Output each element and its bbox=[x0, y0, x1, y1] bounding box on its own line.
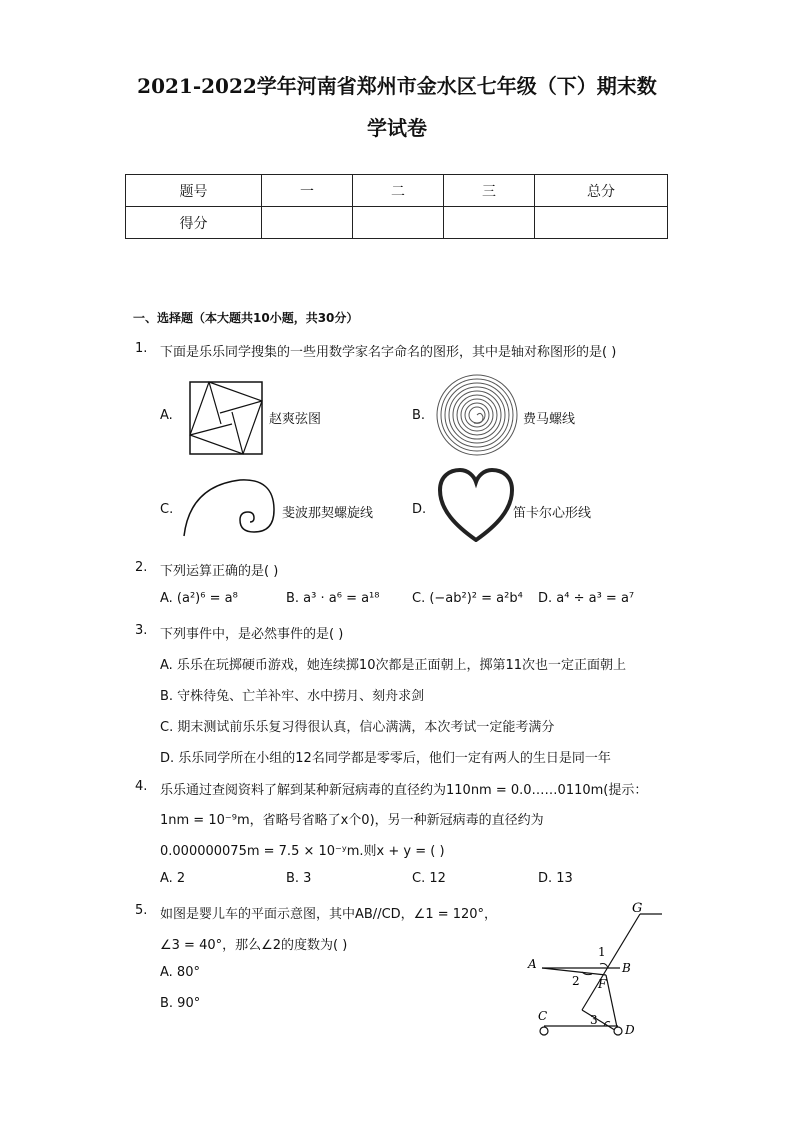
score-header-cell: 三 bbox=[444, 175, 535, 207]
score-table bbox=[125, 174, 668, 239]
angle-2-label: 2 bbox=[572, 974, 580, 988]
fibonacci-spiral-icon bbox=[178, 476, 278, 538]
question-number: 5. bbox=[135, 903, 148, 918]
option-letter: C. bbox=[160, 502, 174, 517]
score-cell bbox=[444, 207, 535, 239]
option-b: B. a³ · a⁶ = a¹⁸ bbox=[286, 591, 380, 606]
option-a: A. 2 bbox=[160, 871, 186, 886]
question-text-line3: 0.000000075m = 7.5 × 10⁻ʸm.则x + y = ( ) bbox=[160, 844, 445, 859]
question-text: 下列运算正确的是( ) bbox=[160, 564, 279, 579]
option-b: B. 90° bbox=[160, 996, 201, 1011]
option-letter: A. bbox=[160, 408, 173, 423]
option-b: B. 3 bbox=[286, 871, 312, 886]
option-d: D. a⁴ ÷ a³ = a⁷ bbox=[538, 591, 635, 606]
score-table-score-row bbox=[126, 207, 668, 239]
stroller-diagram bbox=[520, 898, 670, 1044]
label-b: B bbox=[622, 961, 631, 975]
label-d: D bbox=[625, 1023, 635, 1037]
section-heading: 一、选择题（本大题共10小题，共30分） bbox=[133, 311, 359, 325]
fermat-spiral-icon bbox=[436, 374, 518, 456]
question-text-line2: ∠3 = 40°，那么∠2的度数为( ) bbox=[160, 938, 348, 953]
score-cell bbox=[535, 207, 668, 239]
score-header-cell: 题号 bbox=[126, 175, 262, 207]
score-header-cell: 一 bbox=[262, 175, 353, 207]
label-c: C bbox=[538, 1009, 548, 1023]
score-header-cell: 总分 bbox=[535, 175, 668, 207]
option-a: A. 乐乐在玩掷硬币游戏，她连续掷10次都是正面朝上，掷第11次也一定正面朝上 bbox=[160, 658, 627, 673]
line-to-d bbox=[582, 1010, 618, 1032]
score-table-header-row bbox=[126, 175, 668, 207]
option-c: C. 期末测试前乐乐复习得很认真，信心满满，本次考试一定能考满分 bbox=[160, 720, 555, 735]
line-gd bbox=[582, 914, 640, 1010]
line-fd bbox=[606, 975, 618, 1032]
option-caption: 斐波那契螺旋线 bbox=[282, 506, 374, 521]
option-caption: 赵爽弦图 bbox=[269, 412, 322, 427]
option-d: D. 13 bbox=[538, 871, 573, 886]
option-c: C. 12 bbox=[412, 871, 446, 886]
question-text: 下列事件中，是必然事件的是( ) bbox=[160, 627, 344, 642]
option-caption: 费马螺线 bbox=[523, 412, 576, 427]
label-a: A bbox=[528, 957, 537, 971]
question-number: 3. bbox=[135, 623, 148, 638]
wheel-d bbox=[614, 1027, 622, 1035]
question-number: 4. bbox=[135, 779, 148, 794]
score-row-label: 得分 bbox=[126, 207, 262, 239]
cardioid-icon bbox=[436, 466, 516, 542]
option-a: A. (a²)⁶ = a⁸ bbox=[160, 591, 238, 606]
zhao-shuang-diagram-icon bbox=[188, 380, 264, 456]
option-b: B. 守株待兔、亡羊补牢、水中捞月、刻舟求剑 bbox=[160, 689, 425, 704]
question-text: 下面是乐乐同学搜集的一些用数学家名字命名的图形，其中是轴对称图形的是( ) bbox=[160, 345, 617, 360]
wheel-c bbox=[540, 1027, 548, 1035]
score-header-cell: 二 bbox=[353, 175, 444, 207]
option-caption: 笛卡尔心形线 bbox=[513, 506, 592, 521]
score-cell bbox=[262, 207, 353, 239]
label-f: F bbox=[598, 977, 607, 991]
question-number: 1. bbox=[135, 341, 148, 356]
option-d: D. 乐乐同学所在小组的12名同学都是零零后，他们一定有两人的生日是同一年 bbox=[160, 751, 611, 766]
question-number: 2. bbox=[135, 560, 148, 575]
exam-title-line1: 2021-2022学年河南省郑州市金水区七年级（下）期末数 bbox=[137, 74, 657, 98]
option-c: C. (−ab²)² = a²b⁴ bbox=[412, 591, 523, 606]
label-g: G bbox=[632, 901, 643, 916]
question-text-line1: 乐乐通过查阅资料了解到某种新冠病毒的直径约为110nm = 0.0……0110m(提示： bbox=[160, 783, 648, 798]
exam-title-line2: 学试卷 bbox=[367, 116, 427, 140]
angle-3-label: 3 bbox=[590, 1013, 598, 1027]
question-text-line2: 1nm = 10⁻⁹m，省略号省略了x个0)，另一种新冠病毒的直径约为 bbox=[160, 813, 544, 828]
option-letter: B. bbox=[412, 408, 426, 423]
angle-1-label: 1 bbox=[598, 945, 606, 959]
score-cell bbox=[353, 207, 444, 239]
option-letter: D. bbox=[412, 502, 427, 517]
option-a: A. 80° bbox=[160, 965, 200, 980]
question-text-line1: 如图是婴儿车的平面示意图，其中AB//CD，∠1 = 120°， bbox=[160, 907, 498, 922]
